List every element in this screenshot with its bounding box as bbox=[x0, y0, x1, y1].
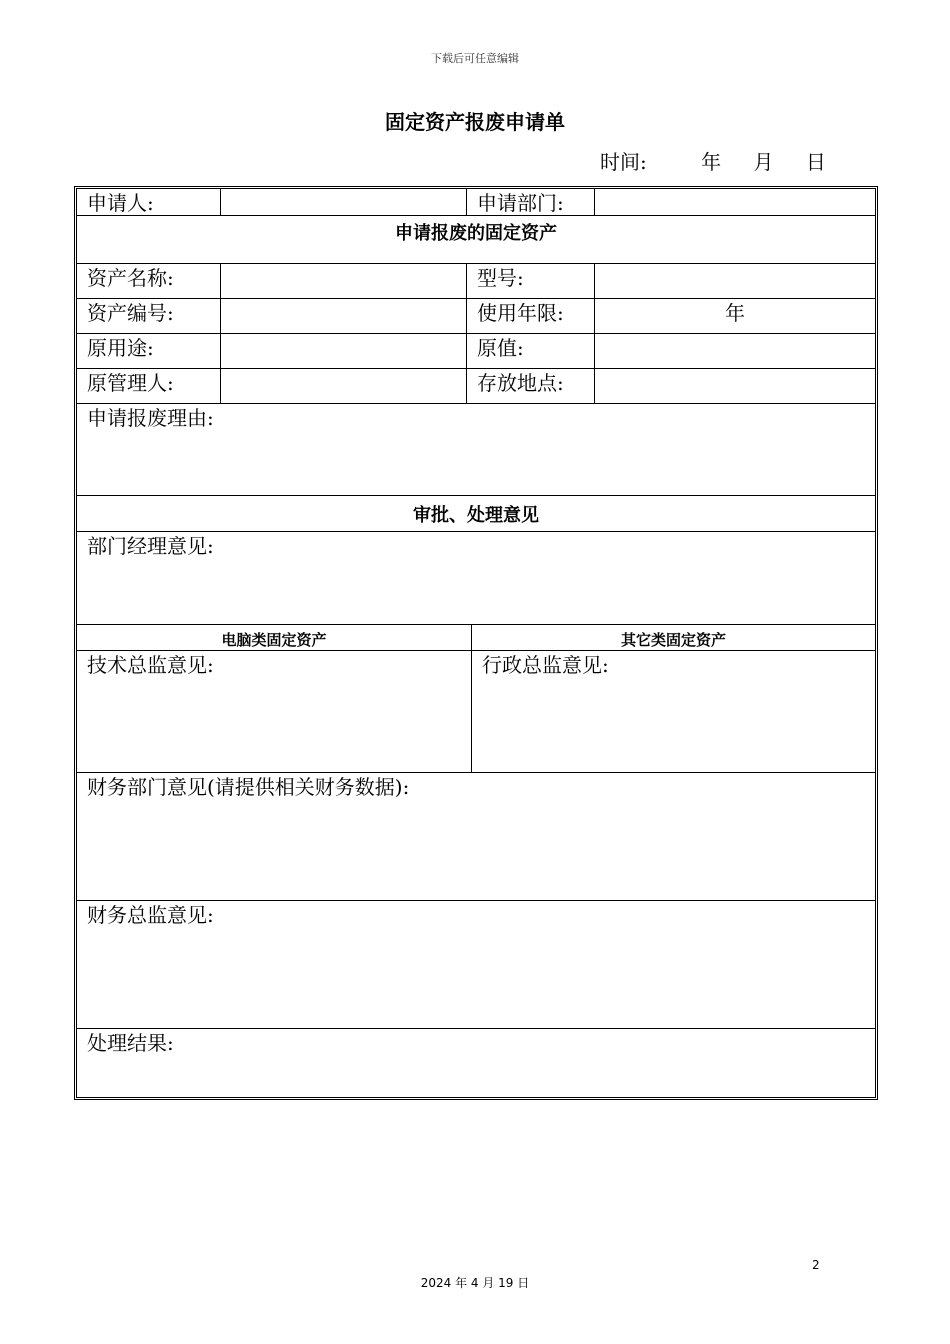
tech-director-opinion-cell[interactable] bbox=[77, 651, 471, 772]
department-field[interactable] bbox=[594, 189, 875, 215]
page-title: 固定资产报废申请单 bbox=[385, 110, 565, 134]
service-years-unit: 年 bbox=[725, 301, 745, 325]
original-manager-row bbox=[77, 369, 875, 404]
approval-section-header bbox=[77, 496, 875, 532]
scrap-application-form bbox=[74, 186, 878, 1100]
department-label: 申请部门: bbox=[466, 189, 594, 215]
date-line bbox=[600, 146, 826, 175]
model-field[interactable] bbox=[594, 264, 875, 298]
original-value-field[interactable] bbox=[594, 334, 875, 368]
asset-name-label: 资产名称: bbox=[87, 266, 174, 290]
model-label: 型号: bbox=[466, 264, 594, 298]
header-note: 下载后可任意编辑 bbox=[431, 52, 519, 65]
admin-director-opinion-cell[interactable] bbox=[471, 651, 875, 772]
storage-location-label: 存放地点: bbox=[466, 369, 594, 403]
asset-number-label: 资产编号: bbox=[87, 301, 174, 325]
footer-date: 2024 年 4 月 19 日 bbox=[420, 1276, 530, 1290]
finance-director-opinion-row[interactable] bbox=[77, 901, 875, 1029]
director-opinions-row bbox=[77, 651, 875, 773]
service-years-label: 使用年限: bbox=[466, 299, 594, 333]
finance-dept-opinion-label: 财务部门意见(请提供相关财务数据): bbox=[87, 775, 410, 799]
tech-director-opinion-label: 技术总监意见: bbox=[87, 653, 214, 677]
page-number: 2 bbox=[812, 1258, 820, 1272]
asset-number-row bbox=[77, 299, 875, 334]
asset-name-row bbox=[77, 264, 875, 299]
result-label: 处理结果: bbox=[87, 1031, 174, 1055]
admin-director-opinion-label: 行政总监意见: bbox=[482, 653, 609, 677]
time-label: 时间: bbox=[600, 150, 647, 174]
asset-number-field[interactable] bbox=[220, 299, 466, 333]
other-assets-title: 其它类固定资产 bbox=[471, 625, 875, 650]
finance-dept-opinion-row[interactable] bbox=[77, 773, 875, 901]
month-label: 月 bbox=[753, 150, 774, 174]
dept-manager-opinion-label: 部门经理意见: bbox=[87, 534, 214, 558]
applicant-row bbox=[77, 189, 875, 216]
asset-category-header-row bbox=[77, 625, 875, 651]
dept-manager-opinion-row[interactable] bbox=[77, 532, 875, 625]
asset-section-header bbox=[77, 216, 875, 264]
original-manager-field[interactable] bbox=[220, 369, 466, 403]
original-use-label: 原用途: bbox=[87, 336, 154, 360]
applicant-label: 申请人: bbox=[87, 191, 154, 215]
applicant-field[interactable] bbox=[220, 189, 466, 215]
computer-assets-title: 电脑类固定资产 bbox=[221, 631, 327, 649]
asset-section-title: 申请报废的固定资产 bbox=[395, 223, 557, 244]
reason-row[interactable] bbox=[77, 404, 875, 496]
service-years-field[interactable] bbox=[594, 299, 875, 333]
original-use-row bbox=[77, 334, 875, 369]
finance-director-opinion-label: 财务总监意见: bbox=[87, 903, 214, 927]
year-label: 年 bbox=[701, 150, 722, 174]
result-row[interactable] bbox=[77, 1029, 875, 1097]
reason-label: 申请报废理由: bbox=[87, 406, 214, 430]
storage-location-field[interactable] bbox=[594, 369, 875, 403]
original-use-field[interactable] bbox=[220, 334, 466, 368]
original-manager-label: 原管理人: bbox=[87, 371, 174, 395]
asset-name-field[interactable] bbox=[220, 264, 466, 298]
approval-section-title: 审批、处理意见 bbox=[413, 505, 539, 526]
original-value-label: 原值: bbox=[466, 334, 594, 368]
day-label: 日 bbox=[805, 150, 826, 174]
